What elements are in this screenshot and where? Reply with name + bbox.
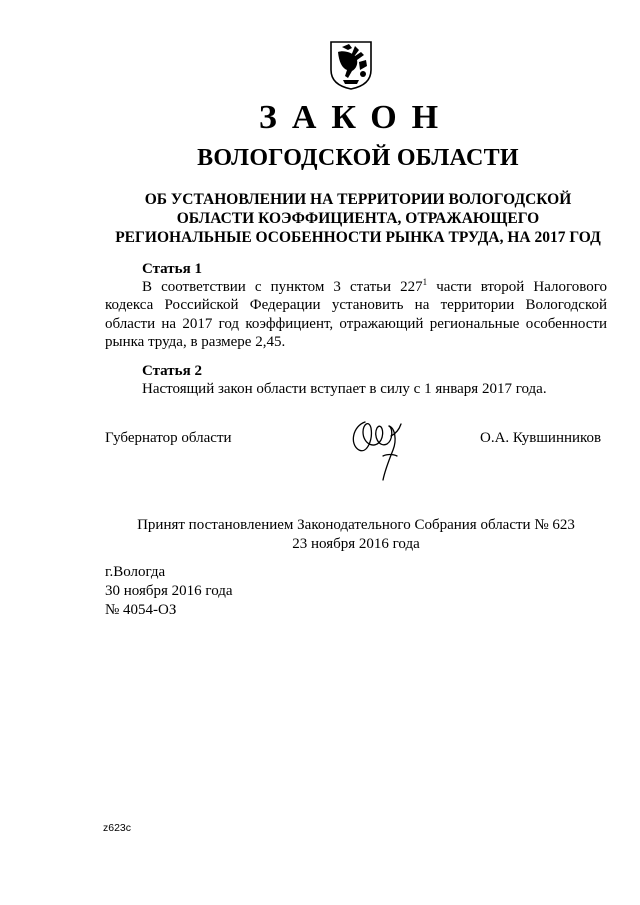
document-code: z623c bbox=[103, 822, 132, 834]
vologda-coat-of-arms-icon bbox=[329, 40, 373, 90]
article-1-body-cont bbox=[105, 296, 607, 352]
article-1-line bbox=[142, 278, 607, 297]
law-region: ВОЛОГОДСКОЙ ОБЛАСТИ bbox=[197, 145, 519, 171]
governor-name: О.А. Кувшинников bbox=[480, 430, 602, 446]
law-subject-line: РЕГИОНАЛЬНЫЕ ОСОБЕННОСТИ РЫНКА ТРУДА, НА 2017 ГОД bbox=[115, 229, 601, 246]
article-1-line-text: В соответствии с пунктом 3 статьи 227 bbox=[142, 279, 423, 295]
law-subject-line: ОБ УСТАНОВЛЕНИИ НА ТЕРРИТОРИИ ВОЛОГОДСКОЙ bbox=[144, 191, 572, 208]
governor-position: Губернатор области bbox=[105, 430, 232, 446]
adoption-date: 23 ноября 2016 года bbox=[292, 536, 420, 552]
article-1-line: кодекса Российской Федерации установить на территории Вологодской bbox=[105, 297, 607, 313]
article-2-line: Настоящий закон области вступает в силу с 1 января 2017 года. bbox=[142, 381, 547, 397]
signing-date: 30 ноября 2016 года bbox=[105, 583, 233, 599]
article-1-heading: Статья 1 bbox=[142, 261, 202, 277]
adoption-line: Принят постановлением Законодательного Собрания области № 623 bbox=[137, 517, 575, 533]
article-1-line: рынка труда, в размере 2,45. bbox=[105, 334, 286, 350]
law-subject-line: ОБЛАСТИ КОЭФФИЦИЕНТА, ОТРАЖАЮЩЕГО bbox=[176, 210, 540, 227]
law-subject bbox=[0, 190, 640, 247]
article-1-line: области на 2017 год коэффициент, отражающий региональные особенности bbox=[105, 315, 607, 332]
law-number: № 4054-ОЗ bbox=[105, 602, 177, 618]
law-title: ЗАКОН bbox=[258, 99, 454, 136]
footnote-superscript: 1 bbox=[422, 277, 428, 287]
adoption-info bbox=[0, 516, 640, 554]
article-1-line-text: части второй Налогового bbox=[427, 279, 608, 295]
city: г.Вологда bbox=[105, 564, 166, 580]
article-1-body bbox=[142, 278, 607, 297]
place-date-block bbox=[105, 563, 233, 620]
article-2-heading: Статья 2 bbox=[142, 363, 202, 379]
handwritten-signature-icon bbox=[345, 410, 415, 482]
article-2-body bbox=[142, 380, 607, 399]
